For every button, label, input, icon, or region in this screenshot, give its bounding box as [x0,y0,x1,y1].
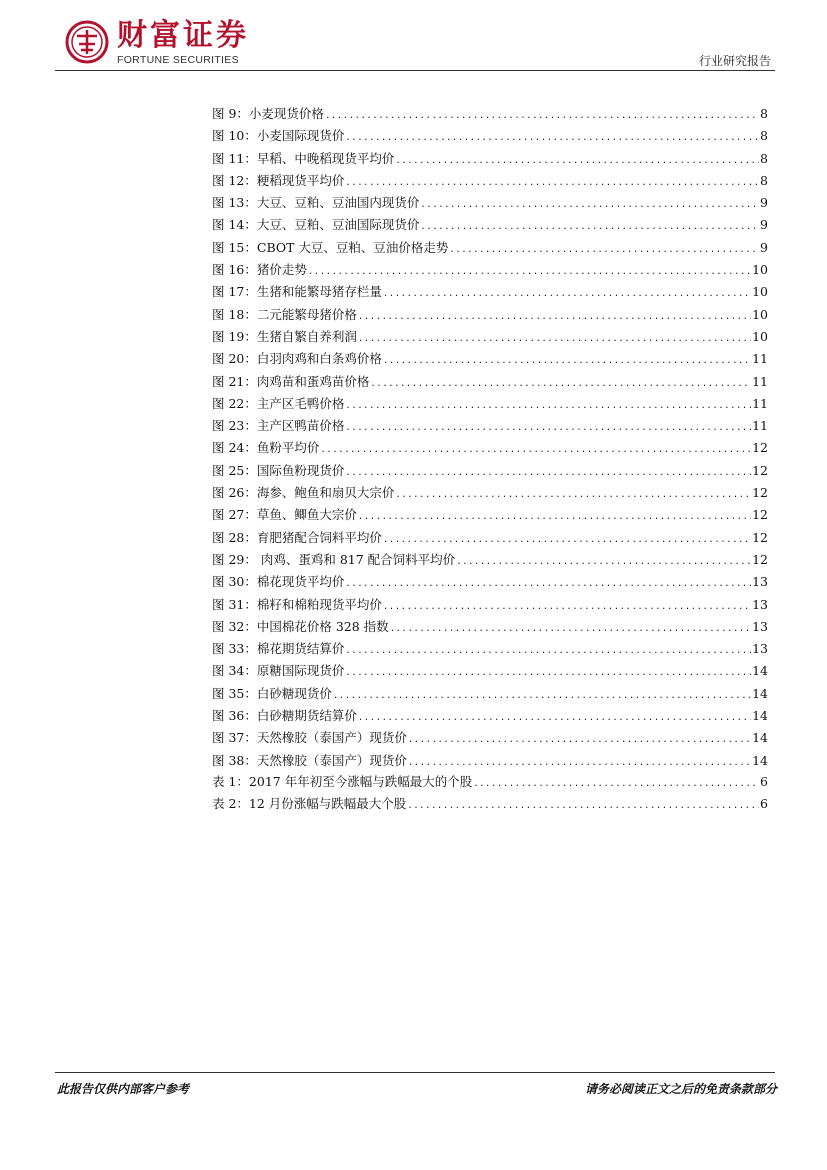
toc-entry-label: 图 32：中国棉花价格 328 指数 [212,618,389,634]
toc-entry-page: 13 [752,596,768,612]
toc-dot-leader [333,685,751,707]
toc-dot-leader [383,283,751,305]
toc-entry-page: 12 [752,485,768,501]
toc-entry-label: 图 26：海参、鲍鱼和扇贝大宗价 [212,485,395,501]
toc-entry-page: 11 [752,373,768,389]
toc-entry-page: 9 [760,239,768,255]
toc-entry-page: 9 [760,195,768,211]
toc-entry-page: 11 [752,418,768,434]
toc-dot-leader [449,239,759,261]
toc-entry[interactable] [212,437,768,459]
toc-entry[interactable] [212,527,768,549]
toc-entry[interactable] [212,504,768,526]
footer-disclaimer-left: 此报告仅供内部客户参考 [57,1082,190,1096]
toc-entry-page: 13 [752,574,768,590]
company-name-en: FORTUNE SECURITIES [117,54,239,66]
toc-entry-label: 图 27：草鱼、鲫鱼大宗价 [212,507,357,523]
toc-entry[interactable] [212,727,768,749]
toc-entry-label: 表 2：12 月份涨幅与跌幅最大个股 [212,796,407,812]
toc-entry[interactable] [212,594,768,616]
toc-entry[interactable] [212,482,768,504]
toc-entry-page: 10 [752,328,768,344]
toc-dot-leader [420,216,759,238]
toc-entry-label: 图 9：小麦现货价格 [212,106,324,121]
report-type: 行业研究报告 [698,54,771,68]
toc-entry-label: 图 12：粳稻现货平均价 [212,172,345,188]
toc-entry[interactable] [212,148,768,170]
toc-entry-page: 11 [752,351,768,367]
toc-entry-page: 10 [752,284,768,300]
toc-entry-page: 6 [760,774,768,789]
toc-dot-leader [358,707,751,729]
toc-entry-page: 14 [752,708,768,724]
toc-entry-page: 14 [752,752,768,768]
toc-entry-label: 图 20：白羽肉鸡和白条鸡价格 [212,351,382,367]
toc-entry-page: 10 [752,306,768,322]
toc-dot-leader [456,551,751,573]
toc-entry-label: 图 19：生猪自繁自养利润 [212,328,357,344]
toc-entry-label: 图 22：主产区毛鸭价格 [212,395,345,411]
toc-entry-label: 图 38：天然橡胶（泰国产）现货价 [212,752,407,768]
fortune-logo-icon [65,20,109,64]
toc-dot-leader [473,773,759,795]
toc-entry-label: 图 14：大豆、豆粕、豆油国际现货价 [212,217,420,233]
toc-dot-leader [345,662,751,684]
toc-entry-label: 图 13：大豆、豆粕、豆油国内现货价 [212,195,420,211]
toc-entry-label: 图 33：棉花期货结算价 [212,641,345,657]
footer-divider [55,1072,775,1073]
toc-dot-leader [408,729,751,751]
header-divider [55,70,775,71]
toc-entry[interactable] [212,415,768,437]
toc-entry[interactable] [212,259,768,281]
toc-entry[interactable] [212,549,768,571]
toc-entry[interactable] [212,326,768,348]
toc-entry-page: 6 [760,796,768,812]
toc-dot-leader [383,596,751,618]
toc-entry[interactable] [212,214,768,236]
toc-entry-label: 图 24：鱼粉平均价 [212,440,320,456]
toc-entry[interactable] [212,571,768,593]
toc-entry[interactable] [212,170,768,192]
toc-dot-leader [345,462,751,484]
toc-entry-label: 图 30：棉花现货平均价 [212,574,345,590]
toc-entry[interactable] [212,125,768,147]
toc-entry[interactable] [212,771,768,793]
toc-entry-page: 8 [760,128,768,144]
toc-entry-page: 11 [752,395,768,411]
toc-entry-page: 12 [752,551,768,567]
table-table-of-contents [212,771,768,816]
toc-entry-label: 图 11：早稻、中晚稻现货平均价 [212,150,395,166]
toc-entry-label: 图 23：主产区鸭苗价格 [212,418,345,434]
toc-entry-page: 12 [752,507,768,523]
toc-dot-leader [420,194,759,216]
toc-entry[interactable] [212,348,768,370]
toc-entry[interactable] [212,705,768,727]
toc-entry[interactable] [212,103,768,125]
toc-dot-leader [395,150,759,172]
toc-entry-page: 12 [752,440,768,456]
toc-entry-page: 9 [760,217,768,233]
toc-entry-label: 图 18：二元能繁母猪价格 [212,306,357,322]
toc-entry[interactable] [212,393,768,415]
toc-entry-page: 10 [752,262,768,278]
toc-entry[interactable] [212,750,768,772]
toc-dot-leader [345,573,751,595]
toc-entry-page: 14 [752,685,768,701]
toc-dot-leader [358,328,751,350]
toc-entry-page: 8 [760,172,768,188]
toc-entry-label: 图 29： 肉鸡、蛋鸡和 817 配合饲料平均价 [212,551,456,567]
toc-dot-leader [308,261,751,283]
toc-entry[interactable] [212,793,768,815]
toc-dot-leader [370,373,751,395]
toc-entry-page: 13 [752,618,768,634]
toc-dot-leader [390,618,751,640]
figure-table-of-contents [212,103,768,772]
toc-entry-label: 图 28：育肥猪配合饲料平均价 [212,529,382,545]
toc-dot-leader [345,417,751,439]
toc-entry-label: 图 34：原糖国际现货价 [212,663,345,679]
toc-entry[interactable] [212,237,768,259]
toc-dot-leader [383,529,751,551]
toc-entry-page: 8 [760,150,768,166]
toc-entry[interactable] [212,304,768,326]
toc-entry-page: 8 [760,106,768,121]
toc-dot-leader [358,506,751,528]
toc-entry[interactable] [212,460,768,482]
toc-entry-page: 14 [752,663,768,679]
toc-dot-leader [345,395,751,417]
toc-entry[interactable] [212,660,768,682]
toc-dot-leader [345,640,751,662]
toc-dot-leader [345,172,759,194]
toc-entry-page: 13 [752,641,768,657]
toc-entry-label: 表 1：2017 年年初至今涨幅与跌幅最大的个股 [212,774,473,789]
footer-disclaimer-right: 请务必阅读正文之后的免责条款部分 [584,1082,777,1096]
toc-dot-leader [358,306,751,328]
toc-entry-label: 图 10：小麦国际现货价 [212,128,345,144]
toc-dot-leader [320,439,751,461]
toc-entry-page: 12 [752,529,768,545]
toc-entry-label: 图 21：肉鸡苗和蛋鸡苗价格 [212,373,370,389]
toc-entry[interactable] [212,281,768,303]
toc-entry-label: 图 17：生猪和能繁母猪存栏量 [212,284,382,300]
toc-dot-leader [395,484,751,506]
toc-dot-leader [345,127,759,149]
toc-entry[interactable] [212,192,768,214]
toc-entry-label: 图 25：国际鱼粉现货价 [212,462,345,478]
toc-dot-leader [383,350,751,372]
toc-dot-leader [407,795,759,817]
toc-entry-label: 图 35：白砂糖现货价 [212,685,332,701]
toc-entry-label: 图 31：棉籽和棉粕现货平均价 [212,596,382,612]
company-name-cn: 财富证券 [117,18,249,53]
toc-entry-label: 图 16：猪价走势 [212,262,307,278]
page-header [55,18,775,70]
toc-entry-label: 图 15：CBOT 大豆、豆粕、豆油价格走势 [212,239,449,255]
toc-entry[interactable] [212,638,768,660]
toc-dot-leader [325,105,759,127]
toc-entry-page: 14 [752,730,768,746]
toc-entry[interactable] [212,371,768,393]
toc-entry[interactable] [212,616,768,638]
toc-entry-label: 图 36：白砂糖期货结算价 [212,708,357,724]
toc-entry-page: 12 [752,462,768,478]
toc-entry[interactable] [212,683,768,705]
toc-entry-label: 图 37：天然橡胶（泰国产）现货价 [212,730,407,746]
